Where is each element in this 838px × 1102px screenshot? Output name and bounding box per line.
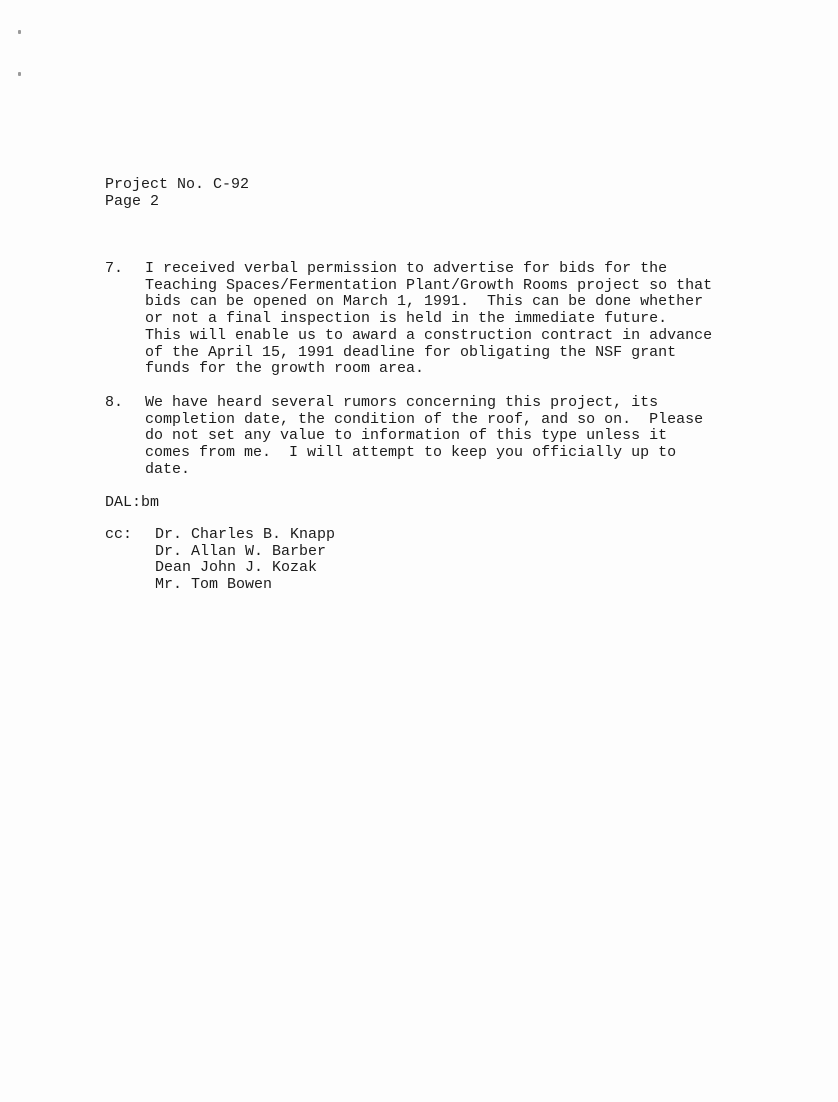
item-line: funds for the growth room area. [145,360,425,378]
item-number: 8. [105,394,124,411]
item-number: 7. [105,260,124,277]
item-line: I received verbal permission to advertise for bids for the [145,260,668,277]
page-number: Page 2 [105,193,160,210]
item-line: completion date, the condition of the roof, and so on. Please [145,410,704,428]
cc-recipient: Mr. Tom Bowen [155,576,273,594]
item-text [145,261,712,378]
scan-artifact [18,72,21,76]
typist-initials: DAL:bm [105,494,160,511]
project-number: Project No. C-92 [105,176,250,193]
cc-recipient: Dr. Allan W. Barber [155,542,327,560]
scan-artifact [18,30,21,34]
item-line: do not set any value to information of this type unless it [145,427,668,445]
item-line: comes from me. I will attempt to keep you officially up to [145,444,677,462]
item-line: bids can be opened on March 1, 1991. This can be done whether [145,293,704,311]
item-line: We have heard several rumors concerning this project, its [145,394,659,411]
item-line: or not a final inspection is held in the immediate future. [145,310,668,328]
page-header [105,176,249,210]
item-line: This will enable us to award a construction contract in advance [145,326,713,344]
cc-label: cc: [105,526,133,543]
item-line: date. [145,460,191,478]
item-line: Teaching Spaces/Fermentation Plant/Growth Rooms project so that [145,276,713,294]
cc-recipient: Dean John J. Kozak [155,559,318,577]
cc-recipient: Dr. Charles B. Knapp [155,526,336,543]
cc-recipient-list [155,527,335,594]
item-line: of the April 15, 1991 deadline for obligating the NSF grant [145,343,677,361]
item-text [145,395,703,479]
